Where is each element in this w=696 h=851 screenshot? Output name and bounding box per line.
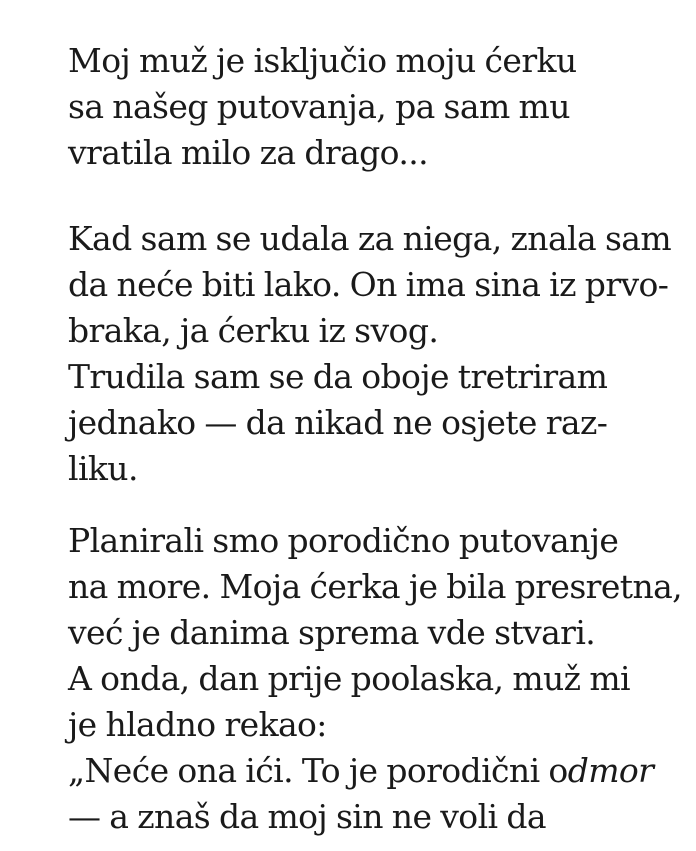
story-title bbox=[68, 38, 577, 176]
text-line: na more. Moja ćerka je bila presretna, bbox=[68, 567, 683, 606]
text-line: da neće biti lako. On ima sina iz prvo- bbox=[68, 265, 669, 304]
title-line: vratila milo za drago... bbox=[68, 133, 428, 172]
text-line: već je danima sprema vde stvari. bbox=[68, 613, 596, 652]
italic-text: dmor bbox=[567, 751, 654, 790]
title-line: Moj muž je isključio moju ćerku bbox=[68, 41, 577, 80]
text-line: Trudila sam se da oboje tretriram bbox=[68, 357, 608, 396]
text-line: braka, ja ćerku iz svog. bbox=[68, 311, 439, 350]
paragraph-1 bbox=[68, 216, 671, 492]
text-line: je hladno rekao: bbox=[68, 705, 327, 744]
text-line: — a znaš da moj sin ne voli da bbox=[68, 797, 546, 836]
quote-line bbox=[68, 748, 682, 794]
text-line: jednako — da nikad ne osjete raz- bbox=[68, 403, 608, 442]
partial-text-line bbox=[68, 840, 368, 848]
text-line: liku. bbox=[68, 449, 138, 488]
cut-off-line bbox=[68, 840, 368, 851]
quote-text: „Neće ona ići. To je porodični o bbox=[68, 751, 568, 790]
title-line: sa našeg putovanja, pa sam mu bbox=[68, 87, 570, 126]
paragraph-2 bbox=[68, 518, 682, 840]
text-line: Planirali smo porodično putovanje bbox=[68, 521, 619, 560]
text-line: Kad sam se udala za niega, znala sam bbox=[68, 219, 672, 258]
text-line: A onda, dan prije poolaska, muž mi bbox=[68, 659, 631, 698]
